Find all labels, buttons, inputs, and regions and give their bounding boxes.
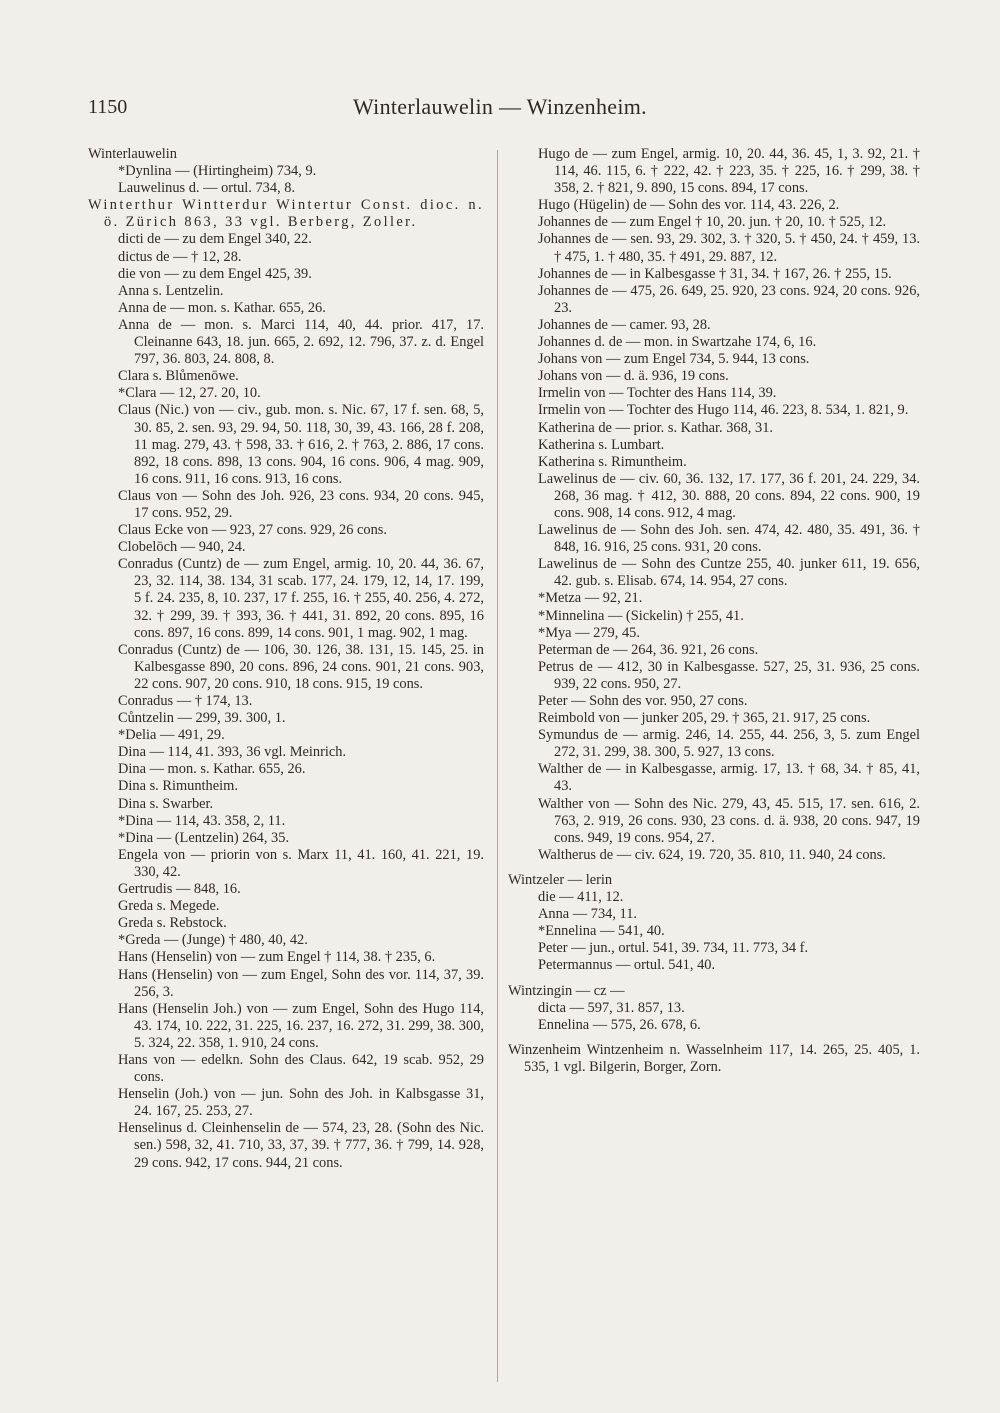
- index-entry: Claus (Nic.) von — civ., gub. mon. s. Nic. 67, 17 f. sen. 68, 5, 30. 85, 2. sen. 93, 29. 94, 50. 118, 30, 39, 43. 166, 28 f. 208, 11 mag. 279, 43. † 598, 33. † 616, 2. † 763, 2. 886, 17 cons. 892, 18 cons. 898, 13 cons. 904, 16 cons. 906, 4 mag. 909, 16 cons. 911, 16 cons. 913, 16 cons.: [118, 402, 484, 487]
- index-entry: Anna s. Lentzelin.: [118, 282, 224, 299]
- index-entry: Johannes de — in Kalbesgasse † 31, 34. † 167, 26. † 255, 15.: [538, 265, 892, 282]
- index-entry: Peterman de — 264, 36. 921, 26 cons.: [538, 641, 759, 658]
- index-entry: die von — zu dem Engel 425, 39.: [118, 265, 312, 282]
- index-entry: Johans von — d. ä. 936, 19 cons.: [538, 368, 729, 385]
- index-entry: dictus de — † 12, 28.: [118, 248, 242, 265]
- index-entry: Irmelin von — Tochter des Hugo 114, 46. 223, 8. 534, 1. 821, 9.: [538, 402, 909, 419]
- index-entry: *Mya — 279, 45.: [538, 624, 640, 641]
- index-entry: Petrus de — 412, 30 in Kalbesgasse. 527, 25, 31. 936, 25 cons. 939, 22 cons. 950, 27.: [538, 658, 920, 692]
- index-headword: Winterthur Wintterdur Wintertur Const. dioc. n. ö. Zürich 863, 33 vgl. Berberg, Zoller.: [88, 197, 484, 231]
- index-entry: Hugo de — zum Engel, armig. 10, 20. 44, 36. 45, 1, 3. 92, 21. † 114, 46. 115, 6. † 222, 42. † 223, 35. † 225, 16. † 299, 38. † 358, 2. † 821, 9. 890, 15 cons. 894, 17 cons.: [538, 146, 920, 197]
- index-entry: Waltherus de — civ. 624, 19. 720, 35. 810, 11. 940, 24 cons.: [538, 846, 886, 863]
- index-entry: Katherina s. Rimuntheim.: [538, 453, 687, 470]
- index-entry: Dina s. Rimuntheim.: [118, 778, 238, 795]
- index-entry: *Dina — 114, 43. 358, 2, 11.: [118, 812, 286, 829]
- index-entry: Johannes de — camer. 93, 28.: [538, 316, 711, 333]
- index-entry: Peter — Sohn des vor. 950, 27 cons.: [538, 693, 748, 709]
- index-entry: Lauwelinus d. — ortul. 734, 8.: [118, 180, 296, 197]
- index-entry: *Dina — (Lentzelin) 264, 35.: [118, 829, 290, 846]
- index-entry: Henselin (Joh.) von — jun. Sohn des Joh. in Kalbsgasse 31, 24. 167, 25. 253, 27.: [118, 1086, 484, 1120]
- index-entry: Johannes de — 475, 26. 649, 25. 920, 23 cons. 924, 20 cons. 926, 23.: [538, 282, 920, 316]
- index-entry: Lawelinus de — civ. 60, 36. 132, 17. 177, 36 f. 201, 24. 229, 34. 268, 36 mag. † 412, 30. 888, 20 cons. 894, 22 cons. 900, 19 cons. 908, 14 cons. 912, 4 mag.: [538, 470, 920, 521]
- index-headword: Wintzingin — cz —: [508, 982, 625, 999]
- index-entry: *Metza — 92, 21.: [538, 590, 643, 607]
- index-entry: Dina — mon. s. Kathar. 655, 26.: [118, 761, 306, 778]
- index-entry: Dina — 114, 41. 393, 36 vgl. Meinrich.: [118, 744, 347, 761]
- index-headword: Winterlauwelin: [88, 146, 177, 162]
- index-entry: die — 411, 12.: [538, 889, 624, 906]
- index-entry: Petermannus — ortul. 541, 40.: [538, 957, 716, 974]
- index-entry: Lawelinus de — Sohn des Joh. sen. 474, 42. 480, 35. 491, 36. † 848, 16. 916, 25 cons. 931, 20 cons.: [538, 522, 920, 556]
- index-entry: Dina s. Swarber.: [118, 795, 214, 812]
- index-entry: Hans (Henselin) von — zum Engel † 114, 38. † 235, 6.: [118, 949, 436, 966]
- index-entry: Symundus de — armig. 246, 14. 255, 44. 256, 3, 5. zum Engel 272, 31. 299, 38. 300, 5. 927, 13 cons.: [538, 727, 920, 761]
- index-headword: Winzenheim Wintzenheim n. Wasselnheim 117, 14. 265, 25. 405, 1. 535, 1 vgl. Bilgerin, Borger, Zorn.: [508, 1041, 920, 1075]
- index-entry: Peter — jun., ortul. 541, 39. 734, 11. 773, 34 f.: [538, 940, 809, 957]
- index-entry: Clobelōch — 940, 24.: [118, 539, 246, 556]
- index-entry: Hans (Henselin Joh.) von — zum Engel, Sohn des Hugo 114, 43. 174, 10. 222, 31. 225, 16. 237, 16. 272, 31. 299, 38. 300, 5. 324, 22. 358, 1. 910, 24 cons.: [118, 1000, 484, 1051]
- index-entry: *Dynlina — (Hirtingheim) 734, 9.: [118, 163, 317, 180]
- index-entry: Anna de — mon. s. Marci 114, 40, 44. prior. 417, 17. Cleinanne 643, 18. jun. 665, 2. 692, 12. 796, 37. z. d. Engel 797, 36. 803, 24. 808, 8.: [118, 316, 484, 368]
- index-entry: Johannes de — sen. 93, 29. 302, 3. † 320, 5. † 450, 24. † 459, 13. † 475, 1. † 480, 35. † 491, 29. 887, 12.: [538, 231, 920, 265]
- index-entry: *Greda — (Junge) † 480, 40, 42.: [118, 932, 308, 949]
- left-column: [88, 146, 484, 1172]
- index-entry: Hans (Henselin) von — zum Engel, Sohn des vor. 114, 37, 39. 256, 3.: [118, 966, 484, 1000]
- index-entry: *Ennelina — 541, 40.: [538, 923, 665, 940]
- index-entry: Claus von — Sohn des Joh. 926, 23 cons. 934, 20 cons. 945, 17 cons. 952, 29.: [118, 487, 484, 521]
- index-entry: Conradus (Cuntz) de — zum Engel, armig. 10, 20. 44, 36. 67, 23, 32. 114, 38. 134, 31 scab. 177, 24. 179, 12, 14, 17. 199, 5 f. 24. 235, 8, 10. 237, 17 f. 255, 16. † 255, 40. 256, 4. 272, 32. † 299, 39. † 393, 36. † 441, 31. 892, 20 cons. 895, 16 cons. 897, 16 cons. 899, 14 cons. 901, 1 mag. 902, 1 mag.: [118, 556, 484, 641]
- index-entry: Greda s. Rebstock.: [118, 915, 227, 932]
- index-entry: Conradus — † 174, 13.: [118, 693, 253, 709]
- index-entry: Clara s. Blůmenōwe.: [118, 368, 239, 385]
- index-entry: Engela von — priorin von s. Marx 11, 41. 160, 41. 221, 19. 330, 42.: [118, 846, 484, 880]
- index-entry: Johans von — zum Engel 734, 5. 944, 13 cons.: [538, 351, 810, 368]
- index-entry: Lawelinus de — Sohn des Cuntze 255, 40. junker 611, 19. 656, 42. gub. s. Elisab. 674, 14. 954, 27 cons.: [538, 556, 920, 590]
- index-entry: Cůntzelin — 299, 39. 300, 1.: [118, 710, 286, 727]
- index-entry: *Clara — 12, 27. 20, 10.: [118, 385, 261, 402]
- index-entry: Johannes d. de — mon. in Swartzahe 174, 6, 16.: [538, 334, 817, 351]
- index-headword: Wintzeler — lerin: [508, 871, 613, 888]
- index-entry: Hugo (Hügelin) de — Sohn des vor. 114, 43. 226, 2.: [538, 197, 840, 214]
- entry-gap: [508, 864, 920, 872]
- index-entry: Hans von — edelkn. Sohn des Claus. 642, 19 scab. 952, 29 cons.: [118, 1051, 484, 1086]
- index-entry: *Minnelina — (Sickelin) † 255, 41.: [538, 607, 744, 624]
- entry-gap: [508, 1034, 920, 1042]
- index-entry: Gertrudis — 848, 16.: [118, 881, 241, 898]
- index-entry: Henselinus d. Cleinhenselin de — 574, 23, 28. (Sohn des Nic. sen.) 598, 32, 41. 710, 33, 37, 39. † 777, 36. † 799, 14. 928, 29 cons. 942, 17 cons. 944, 21 cons.: [118, 1120, 484, 1171]
- index-entry: Katherina de — prior. s. Kathar. 368, 31.: [538, 419, 773, 436]
- index-entry: Greda s. Megede.: [118, 898, 220, 915]
- index-entry: Walther von — Sohn des Nic. 279, 43, 45. 515, 17. sen. 616, 2. 763, 2. 919, 26 cons. 930, 23 cons. d. ä. 938, 20 cons. 947, 19 cons. 949, 19 cons. 954, 27.: [538, 795, 920, 846]
- right-column: [508, 146, 920, 1076]
- index-entry: Katherina s. Lumbart.: [538, 436, 665, 453]
- index-entry: Claus Ecke von — 923, 27 cons. 929, 26 cons.: [118, 522, 387, 539]
- page-number: 1150: [88, 96, 128, 118]
- index-entry: Anna — 734, 11.: [538, 906, 637, 923]
- entry-gap: [508, 975, 920, 983]
- index-entry: Johannes de — zum Engel † 10, 20. jun. † 20, 10. † 525, 12.: [538, 214, 887, 231]
- index-entry: Anna de — mon. s. Kathar. 655, 26.: [118, 299, 326, 316]
- index-entry: dicti de — zu dem Engel 340, 22.: [118, 231, 312, 248]
- column-divider: [497, 150, 498, 1382]
- index-entry: Irmelin von — Tochter des Hans 114, 39.: [538, 385, 777, 402]
- index-entry: Reimbold von — junker 205, 29. † 365, 21. 917, 25 cons.: [538, 710, 871, 727]
- index-entry: *Delia — 491, 29.: [118, 727, 225, 744]
- index-entry: dicta — 597, 31. 857, 13.: [538, 999, 685, 1016]
- index-entry: Ennelina — 575, 26. 678, 6.: [538, 1016, 701, 1033]
- index-entry: Conradus (Cuntz) de — 106, 30. 126, 38. 131, 15. 145, 25. in Kalbesgasse 890, 20 cons. 896, 24 cons. 901, 21 cons. 903, 22 cons. 907, 20 cons. 910, 18 cons. 915, 19 cons.: [118, 641, 484, 692]
- index-entry: Walther de — in Kalbesgasse, armig. 17, 13. † 68, 34. † 85, 41, 43.: [538, 761, 920, 795]
- page-title: Winterlauwelin — Winzenheim.: [353, 94, 647, 119]
